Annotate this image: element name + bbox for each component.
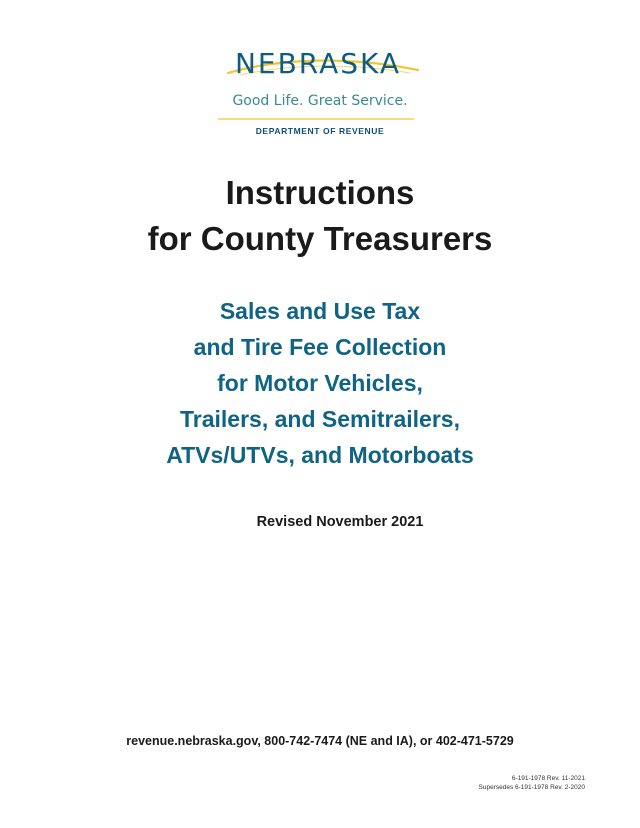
form-number: 6-191-1978 Rev. 11-2021 — [511, 775, 585, 782]
document-subtitle — [0, 293, 640, 473]
subtitle-line-1: Sales and Use Tax — [219, 298, 421, 324]
logo-tagline: Good Life. Great Service. — [232, 93, 408, 109]
title-line-2: for County Treasurers — [147, 220, 493, 257]
subtitle-line-4: Trailers, and Semitrailers, — [180, 406, 460, 432]
subtitle-line-5: ATVs/UTVs, and Motorboats — [166, 442, 474, 468]
form-supersedes: Supersedes 6-191-1978 Rev. 2-2020 — [478, 784, 585, 791]
subtitle-line-2: and Tire Fee Collection — [193, 334, 447, 360]
document-title — [0, 170, 640, 262]
nebraska-logo — [0, 46, 640, 141]
form-number-block — [479, 774, 585, 792]
logo-wordmark: NEBRASKA — [234, 47, 402, 80]
title-line-1: Instructions — [225, 174, 415, 211]
contact-info: revenue.nebraska.gov, 800-742-7474 (NE and IA), or 402-471-5729 — [126, 734, 514, 748]
subtitle-line-3: for Motor Vehicles, — [217, 370, 423, 396]
department-name: DEPARTMENT OF REVENUE — [255, 126, 385, 136]
revision-date: Revised November 2021 — [256, 514, 424, 530]
